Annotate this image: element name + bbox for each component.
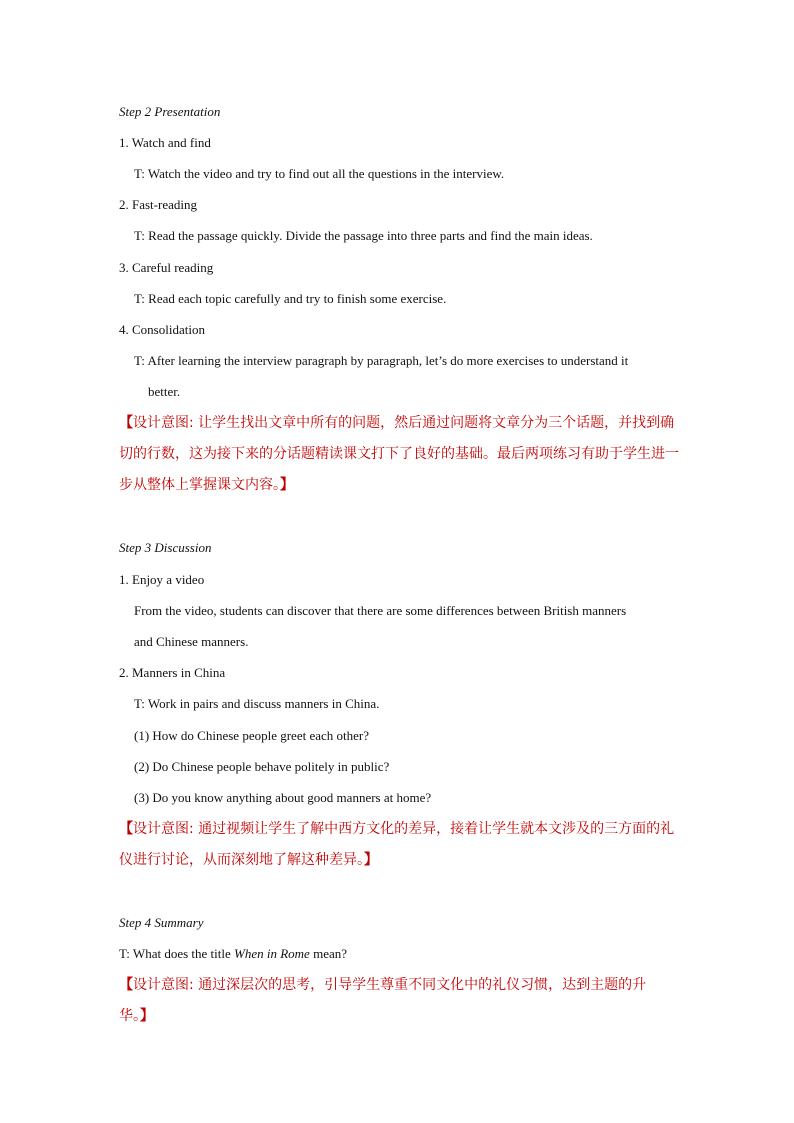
step3-question3: (3) Do you know anything about good manners at home? <box>134 790 432 805</box>
step3-item1-line1: From the video, students can discover that there are some differences between British manners <box>134 603 627 618</box>
step3-question1: (1) How do Chinese people greet each other? <box>134 728 369 743</box>
step2-item4-line2: better. <box>148 384 181 399</box>
design-label: 设计意图 <box>133 977 189 993</box>
design-label: 设计意图 <box>133 415 189 431</box>
question-suffix: mean? <box>309 946 347 961</box>
design-text: : 通过视频让学生了解中西方文化的差异，接着让学生就本文涉及的三方面的礼仪进行讨论，从而深刻地了解这种差异。 <box>119 821 675 868</box>
step3-item2-line1: T: Work in pairs and discuss manners in China. <box>134 696 380 711</box>
design-text: : 让学生找出文章中所有的问题，然后通过问题将文章分为三个话题，并找到确切的行数，这为接下来的分话题精读课文打下了良好的基础。最后两项练习有助于学生进一步从整体上掌握课文内容。 <box>119 415 679 493</box>
step2-item4-title: 4. Consolidation <box>119 322 205 337</box>
step2-design-intent <box>119 408 679 501</box>
step2-heading: Step 2 Presentation <box>119 104 221 119</box>
step2-item4-line1: T: After learning the interview paragraph by paragraph, let’s do more exercises to understand it <box>134 353 629 368</box>
design-label: 设计意图 <box>133 821 189 837</box>
step2-item3-line1: T: Read each topic carefully and try to finish some exercise. <box>134 291 447 306</box>
step3-item1-title: 1. Enjoy a video <box>119 572 205 587</box>
question-title: When in Rome <box>234 946 310 961</box>
step3-design-intent <box>119 814 679 876</box>
open-bracket: 【 <box>119 415 133 431</box>
step2-item1-line1: T: Watch the video and try to find out all the questions in the interview. <box>134 166 505 181</box>
design-text: : 通过深层次的思考，引导学生尊重不同文化中的礼仪习惯，达到主题的升华。 <box>119 977 647 1024</box>
close-bracket: 】 <box>140 1008 154 1024</box>
step3-item1-line2: and Chinese manners. <box>134 634 249 649</box>
step2-item2-line1: T: Read the passage quickly. Divide the passage into three parts and find the main ideas. <box>134 228 593 243</box>
open-bracket: 【 <box>119 977 133 993</box>
step4-design-intent <box>119 970 679 1032</box>
step2-item2-title: 2. Fast-reading <box>119 197 197 212</box>
question-prefix: T: What does the title <box>119 946 235 961</box>
close-bracket: 】 <box>280 477 294 493</box>
step2-item3-title: 3. Careful reading <box>119 260 214 275</box>
step3-heading: Step 3 Discussion <box>119 540 212 555</box>
step4-question <box>119 945 347 963</box>
open-bracket: 【 <box>119 821 133 837</box>
close-bracket: 】 <box>364 852 378 868</box>
step2-item1-title: 1. Watch and find <box>119 135 211 150</box>
step3-item2-title: 2. Manners in China <box>119 665 226 680</box>
step3-question2: (2) Do Chinese people behave politely in public? <box>134 759 390 774</box>
step4-heading: Step 4 Summary <box>119 915 204 930</box>
